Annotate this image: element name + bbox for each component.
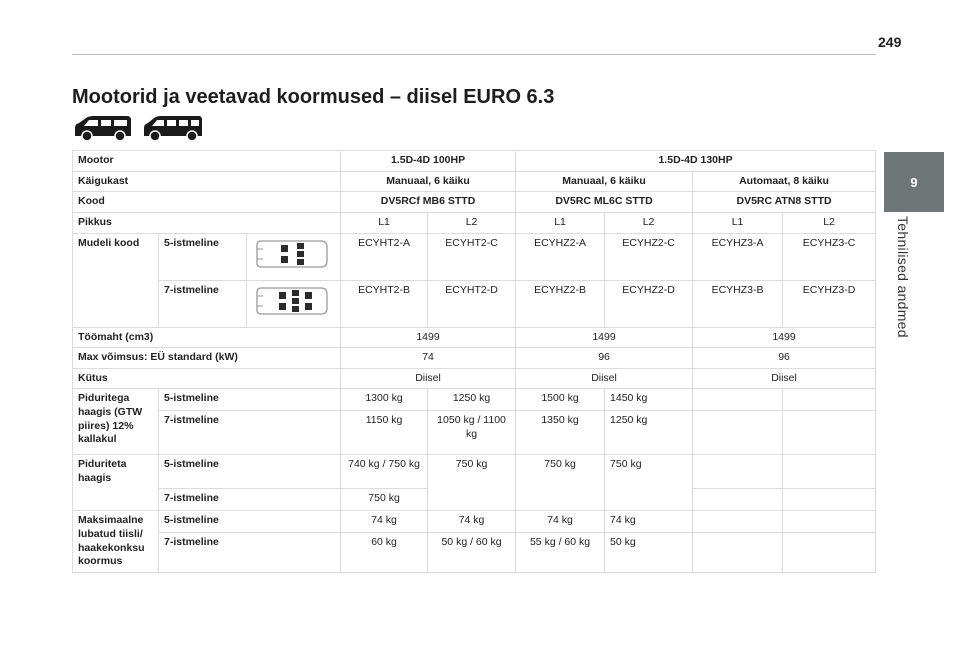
table-cell: Automaat, 8 käiku [693, 171, 876, 192]
table-cell: 1250 kg [605, 411, 693, 455]
sub-label: 5-istmeline [159, 511, 341, 533]
row-label: Max võimsus: EÜ standard (kW) [73, 348, 341, 369]
table-row [73, 411, 876, 455]
table-cell: 50 kg / 60 kg [428, 533, 516, 573]
empty-cell [783, 511, 876, 533]
table-cell: 750 kg [605, 455, 693, 511]
chapter-tab[interactable]: 9 [884, 152, 944, 212]
page-title: Mootorid ja veetavad koormused – diisel EURO 6.3 [72, 86, 555, 108]
page-number: 249 [878, 34, 902, 50]
seat-layout-7-icon [247, 280, 341, 327]
table-cell: ECYHT2-B [341, 280, 428, 327]
empty-cell [783, 489, 876, 511]
empty-cell [693, 489, 783, 511]
table-cell: Diisel [516, 368, 693, 389]
table-cell: ECYHT2-D [428, 280, 516, 327]
table-cell: 1500 kg [516, 389, 605, 411]
table-row [73, 171, 876, 192]
empty-cell [783, 389, 876, 411]
empty-cell [693, 389, 783, 411]
table-row [73, 327, 876, 348]
table-row [73, 511, 876, 533]
van-short-icon [72, 114, 134, 142]
sub-label: 7-istmeline [159, 280, 247, 327]
table-cell: DV5RC ATN8 STTD [693, 192, 876, 213]
row-label: Kood [73, 192, 341, 213]
table-cell: L1 [341, 212, 428, 233]
table-cell: ECYHT2-C [428, 233, 516, 280]
sub-label: 7-istmeline [159, 411, 341, 455]
table-cell: 1350 kg [516, 411, 605, 455]
table-cell: L2 [605, 212, 693, 233]
van-long-icon [142, 114, 204, 142]
sub-label: 5-istmeline [159, 233, 247, 280]
row-label: Töömaht (cm3) [73, 327, 341, 348]
sub-label: 5-istmeline [159, 389, 341, 411]
empty-cell [783, 411, 876, 455]
table-cell: Manuaal, 6 käiku [516, 171, 693, 192]
row-label: Kütus [73, 368, 341, 389]
table-cell: ECYHZ3-C [783, 233, 876, 280]
empty-cell [783, 533, 876, 573]
table-cell: ECYHZ3-B [693, 280, 783, 327]
sub-label: 5-istmeline [159, 455, 341, 489]
table-cell: ECYHZ2-B [516, 280, 605, 327]
row-label: Maksimaalne lubatud tiisli/ haakekonksu koormus [73, 511, 159, 573]
table-row [73, 151, 876, 172]
row-label: Piduriteta haagis [73, 455, 159, 511]
table-cell: 1.5D-4D 130HP [516, 151, 876, 172]
table-row [73, 389, 876, 411]
row-label: Piduritega haagis (GTW piires) 12% kallakul [73, 389, 159, 455]
table-cell: 1499 [693, 327, 876, 348]
table-cell: L2 [783, 212, 876, 233]
row-label: Pikkus [73, 212, 341, 233]
row-label: Mootor [73, 151, 341, 172]
table-cell: 60 kg [341, 533, 428, 573]
table-cell: 740 kg / 750 kg [341, 455, 428, 489]
table-cell: Manuaal, 6 käiku [341, 171, 516, 192]
table-cell: 1150 kg [341, 411, 428, 455]
table-cell: 74 [341, 348, 516, 369]
table-cell: Diisel [693, 368, 876, 389]
engine-spec-table [72, 150, 876, 573]
table-row [73, 212, 876, 233]
chapter-label: Tehnilised andmed [895, 216, 911, 338]
table-cell: 74 kg [516, 511, 605, 533]
empty-cell [693, 411, 783, 455]
table-cell: 55 kg / 60 kg [516, 533, 605, 573]
header-divider [72, 54, 876, 55]
table-cell: DV5RC ML6C STTD [516, 192, 693, 213]
table-cell: 750 kg [516, 455, 605, 511]
table-cell: 1.5D-4D 100HP [341, 151, 516, 172]
table-cell: 750 kg [428, 455, 516, 511]
table-cell: L1 [693, 212, 783, 233]
table-cell: DV5RCf MB6 STTD [341, 192, 516, 213]
empty-cell [693, 533, 783, 573]
table-cell: ECYHZ2-A [516, 233, 605, 280]
table-row [73, 533, 876, 573]
sub-label: 7-istmeline [159, 489, 341, 511]
table-cell: L2 [428, 212, 516, 233]
empty-cell [693, 511, 783, 533]
table-row [73, 348, 876, 369]
table-cell: ECYHZ2-D [605, 280, 693, 327]
table-cell: 74 kg [341, 511, 428, 533]
vehicle-icons [72, 114, 204, 142]
table-cell: 1250 kg [428, 389, 516, 411]
table-cell: 96 [693, 348, 876, 369]
seat-layout-5-icon [247, 233, 341, 280]
table-cell: 74 kg [605, 511, 693, 533]
table-cell: 96 [516, 348, 693, 369]
row-label: Käigukast [73, 171, 341, 192]
row-label: Mudeli kood [73, 233, 159, 327]
table-cell: ECYHT2-A [341, 233, 428, 280]
table-cell: ECYHZ2-C [605, 233, 693, 280]
empty-cell [693, 455, 783, 489]
table-cell: 1499 [516, 327, 693, 348]
table-cell: 74 kg [428, 511, 516, 533]
table-cell: 1300 kg [341, 389, 428, 411]
table-row [73, 455, 876, 489]
table-row [73, 280, 876, 327]
empty-cell [783, 455, 876, 489]
sub-label: 7-istmeline [159, 533, 341, 573]
table-cell: 1499 [341, 327, 516, 348]
table-cell: L1 [516, 212, 605, 233]
table-cell: Diisel [341, 368, 516, 389]
table-row [73, 233, 876, 280]
table-cell: 750 kg [341, 489, 428, 511]
table-cell: ECYHZ3-A [693, 233, 783, 280]
table-row [73, 192, 876, 213]
table-cell: 1450 kg [605, 389, 693, 411]
table-row [73, 368, 876, 389]
table-cell: 50 kg [605, 533, 693, 573]
table-cell: ECYHZ3-D [783, 280, 876, 327]
table-cell: 1050 kg / 1100 kg [428, 411, 516, 455]
